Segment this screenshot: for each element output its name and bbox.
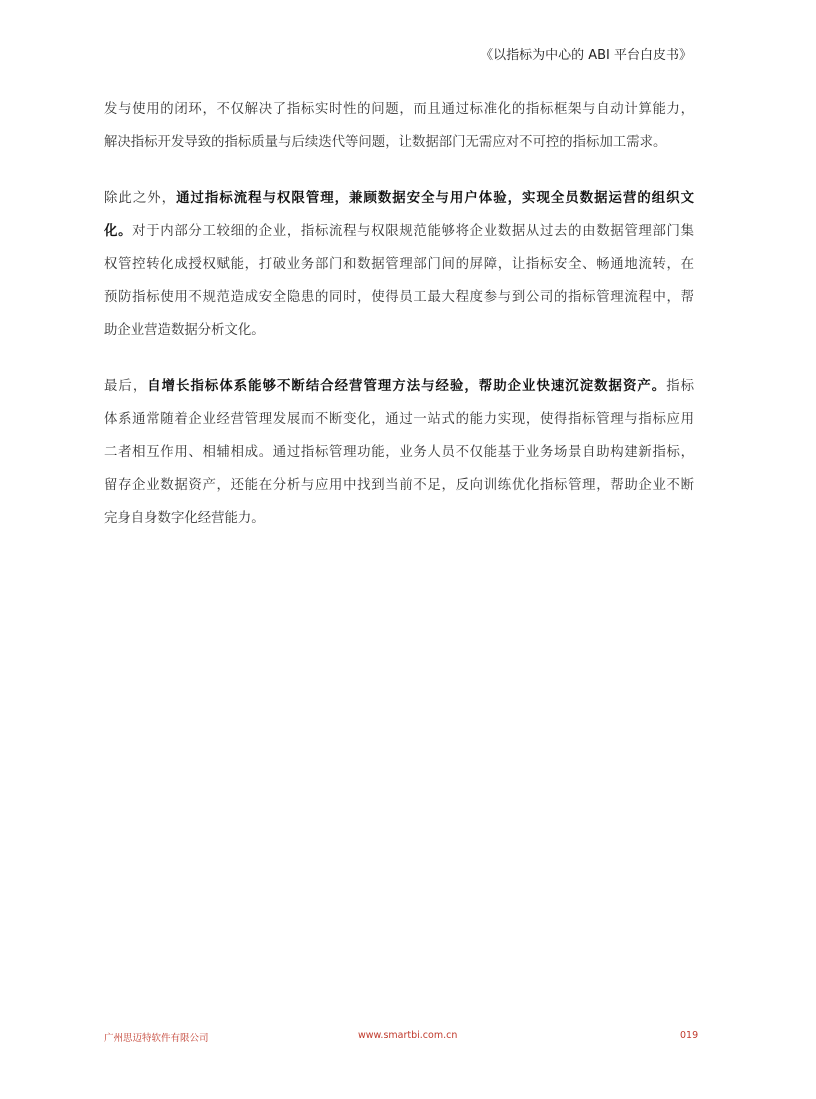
emphasized-text: 化。	[104, 224, 133, 239]
text-segment: 权管控转化成授权赋能，打破业务部门和数据管理部门间的屏障，让指标安全、畅通地流转，在	[104, 257, 694, 272]
paragraph-line	[104, 314, 694, 347]
footer-page-number: 019	[680, 1030, 699, 1041]
text-segment: 助企业营造数据分析文化。	[104, 323, 265, 338]
text-segment: 解决指标开发导致的指标质量与后续迭代等问题，让数据部门无需应对不可控的指标加工需求。	[104, 135, 667, 150]
body-paragraph	[104, 370, 694, 535]
text-segment: 完身自身数字化经营能力。	[104, 511, 265, 526]
footer-website-link[interactable]: www.smartbi.com.cn	[358, 1030, 458, 1041]
paragraph-line	[104, 436, 694, 469]
text-segment: 预防指标使用不规范造成安全隐患的同时，使得员工最大程度参与到公司的指标管理流程中，帮	[104, 290, 694, 305]
emphasized-text: 自增长指标体系能够不断结合经营管理方法与经验，帮助企业快速沉淀数据资产。	[147, 379, 667, 394]
emphasized-text: 通过指标流程与权限管理，兼顾数据安全与用户体验，实现全员数据运营的组织文	[176, 191, 694, 206]
paragraph-line	[104, 281, 694, 314]
paragraph-line	[104, 248, 694, 281]
text-segment: 除此之外，	[104, 191, 177, 206]
paragraph-line	[104, 93, 694, 126]
text-segment: 体系通常随着企业经营管理发展而不断变化，通过一站式的能力实现，使得指标管理与指标应用	[104, 412, 694, 427]
paragraph-line	[104, 403, 694, 436]
document-body	[104, 93, 694, 558]
text-segment: 发与使用的闭环，不仅解决了指标实时性的问题，而且通过标准化的指标框架与自动计算能力，	[104, 102, 694, 117]
document-title: 《以指标为中心的 ABI 平台白皮书》	[480, 48, 692, 63]
body-paragraph	[104, 93, 694, 159]
paragraph-line	[104, 502, 694, 535]
body-paragraph	[104, 182, 694, 347]
paragraph-line	[104, 370, 694, 403]
footer-company-name: 广州思迈特软件有限公司	[104, 1033, 209, 1044]
text-segment: 对于内部分工较细的企业，指标流程与权限规范能够将企业数据从过去的由数据管理部门集	[132, 224, 695, 239]
text-segment: 留存企业数据资产，还能在分析与应用中找到当前不足，反向训练优化指标管理，帮助企业不断	[104, 478, 694, 493]
text-segment: 最后，	[104, 379, 148, 394]
text-segment: 指标	[666, 379, 695, 394]
paragraph-line	[104, 182, 694, 215]
paragraph-line	[104, 215, 694, 248]
paragraph-line	[104, 469, 694, 502]
paragraph-line	[104, 126, 694, 159]
text-segment: 二者相互作用、相辅相成。通过指标管理功能，业务人员不仅能基于业务场景自助构建新指标，	[104, 445, 694, 460]
